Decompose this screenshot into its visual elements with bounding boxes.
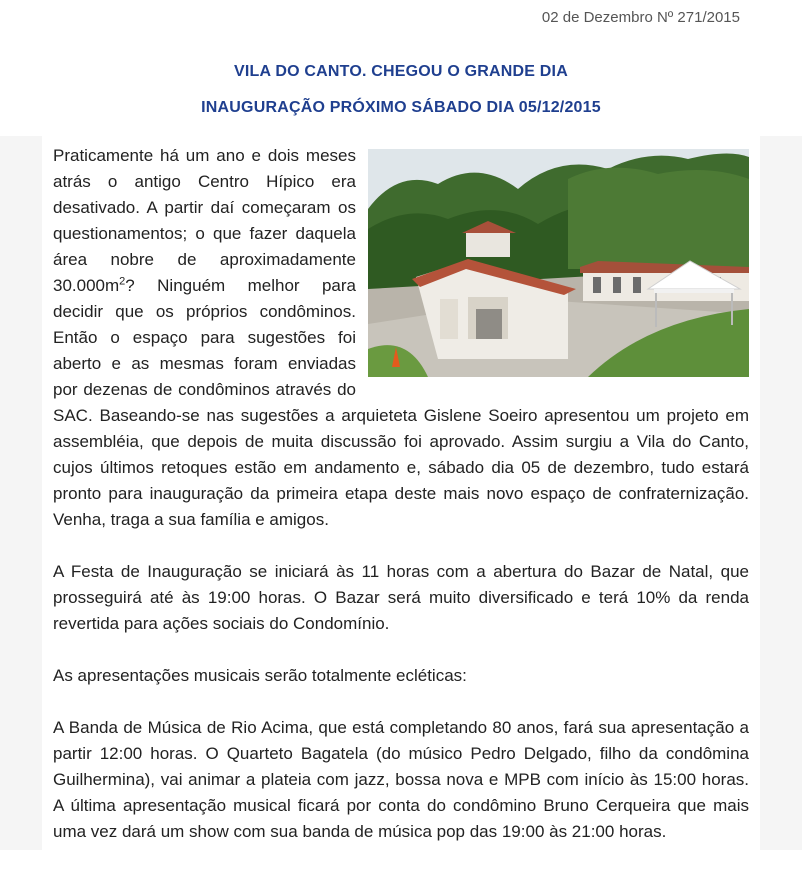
headline: VILA DO CANTO. CHEGOU O GRANDE DIA bbox=[234, 63, 568, 80]
paragraph-intro-b: ? Ninguém melhor para decidir que os próprios condôminos. Então o espaço para sugestões foi aberto e as mesmas foram enviadas por dezenas de condôminos através do SAC. Baseando-se nas sugestões a arquieteta Gislene Soeiro apresentou um projeto em assembléia, que depois de muita discussão foi aprovado. Assim surgiu a Vila do Canto, cujos últimos retoques estão em andamento e, sábado dia 05 de dezembro, tudo estará pronto para inauguração da primeira etapa deste mais novo espaço de confraternização. Venha, traga a sua família e amigos. bbox=[53, 276, 749, 529]
paragraph-music-intro: As apresentações musicais serão totalmente ecléticas: bbox=[53, 666, 467, 685]
subheadline: INAUGURAÇÃO PRÓXIMO SÁBADO DIA 05/12/2015 bbox=[201, 99, 601, 116]
paragraph-music-schedule: A Banda de Música de Rio Acima, que está completando 80 anos, fará sua apresentação a partir 12:00 horas. O Quarteto Bagatela (do músico Pedro Delgado, filho da condômina Guilhermina), vai animar a plateia com jazz, bossa nova e MPB com início às 15:00 horas. A última apresentação musical ficará por conta do condômino Bruno Cerqueira que mais uma vez dará um show com sua banda de música pop das 19:00 às 21:00 horas. bbox=[53, 718, 749, 841]
superscript-2: 2 bbox=[119, 275, 126, 288]
paragraph-intro-a: Praticamente há um ano e dois meses atrás o antigo Centro Hípico era desativado. A partir daí começaram os questionamentos; o que fazer daquela área nobre de aproximadamente 30.000m bbox=[53, 146, 356, 295]
paragraph-bazar: A Festa de Inauguração se iniciará às 11 horas com a abertura do Bazar de Natal, que prosseguirá até às 19:00 horas. O Bazar será muito diversificado e terá 10% da renda revertida para ações sociais do Condomínio. bbox=[53, 562, 749, 633]
vila-do-canto-photo bbox=[368, 149, 749, 377]
article-body bbox=[53, 143, 749, 871]
dateline: 02 de Dezembro Nº 271/2015 bbox=[541, 9, 740, 26]
